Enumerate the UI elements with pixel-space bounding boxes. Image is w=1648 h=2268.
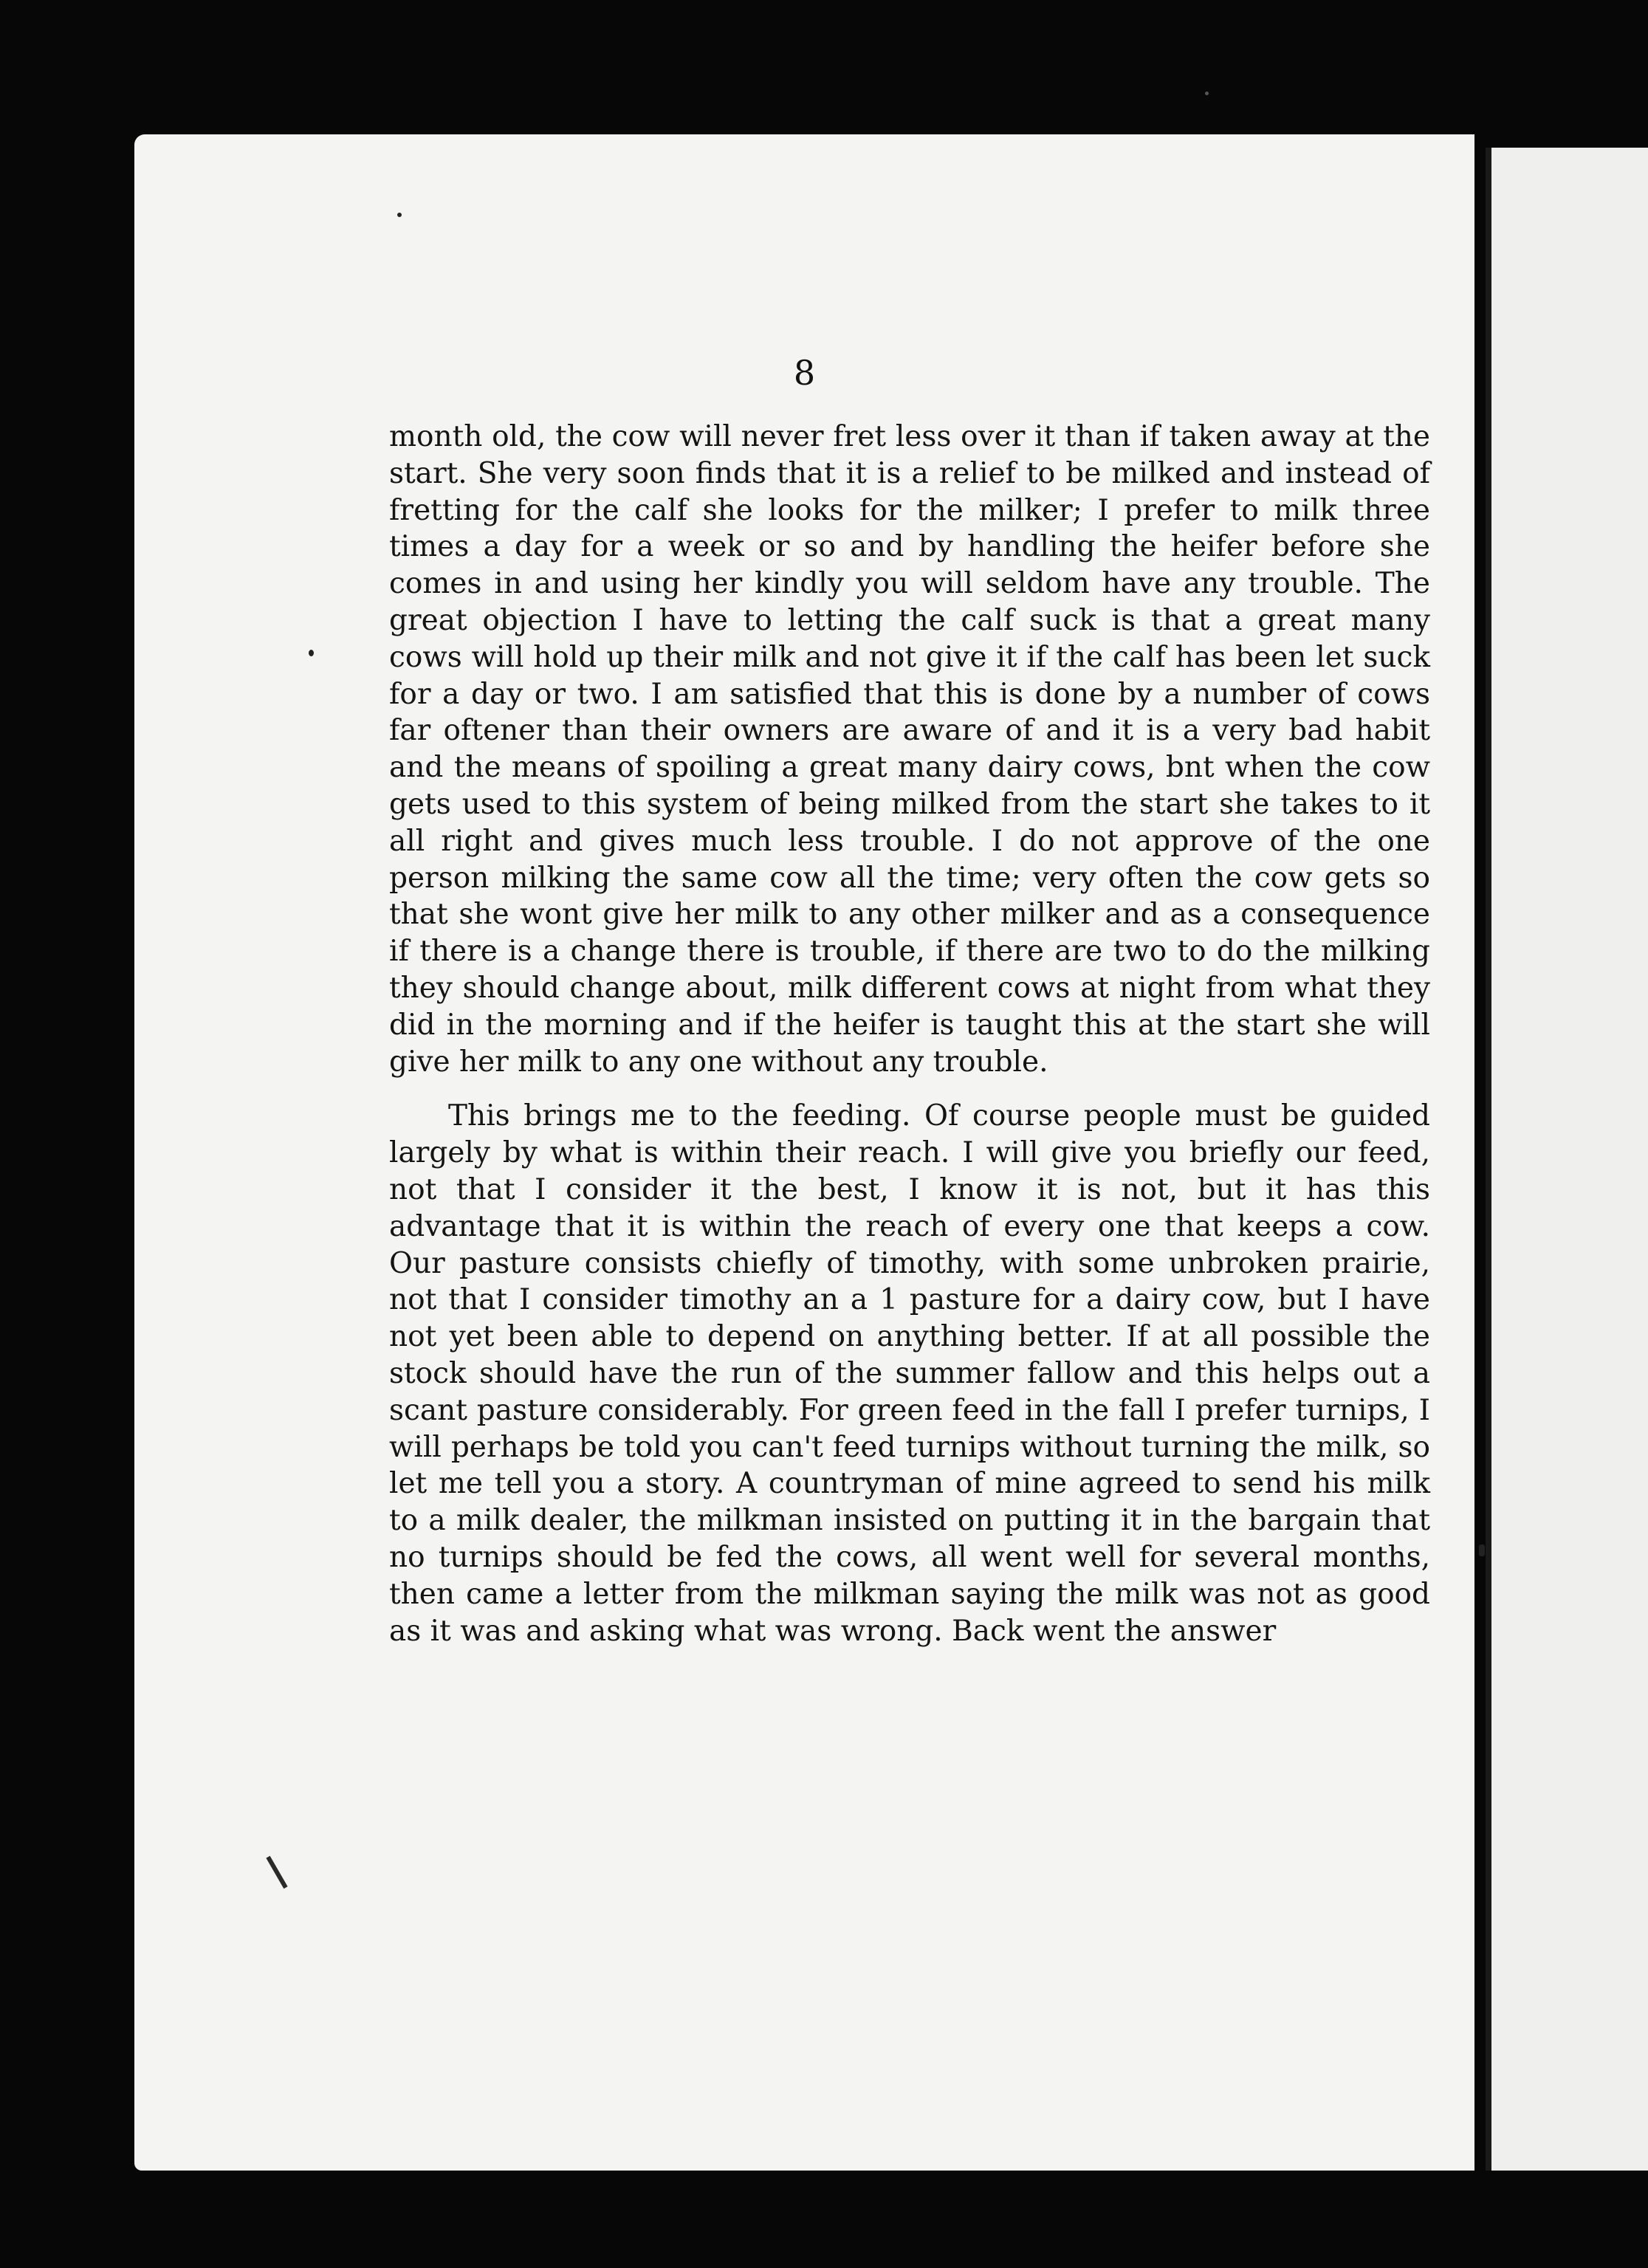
scan-speck bbox=[1479, 1544, 1485, 1556]
scan-speck bbox=[397, 213, 402, 217]
body-text bbox=[389, 419, 1430, 1649]
document-page bbox=[134, 134, 1474, 2171]
adjacent-page-edge bbox=[1486, 148, 1648, 2171]
paragraph-2: This brings me to the feeding. Of course people must be guided largely by what is within their reach. I will give you briefly our feed, not that I consider it the best, I know it is not, but it has this advantage that it is within the reach of every one that keeps a cow. Our pasture consists chiefly of timothy, with some unbroken prairie, not that I consider timothy an a 1 pasture for a dairy cow, but I have not yet been able to depend on anything better. If at all possible the stock should have the run of the summer fallow and this helps out a scant pasture considerably. For green feed in the fall I prefer turnips, I will perhaps be told you can't feed turnips without turning the milk, so let me tell you a story. A countryman of mine agreed to send his milk to a milk dealer, the milkman insisted on putting it in the bargain that no turnips should be fed the cows, all went well for several months, then came a letter from the milkman saying the milk was not as good as it was and asking what was wrong. Back went the answer bbox=[389, 1099, 1430, 1648]
scan-speck bbox=[309, 650, 314, 656]
page-number: 8 bbox=[793, 353, 816, 393]
paragraph-1: month old, the cow will never fret less over it than if taken away at the start. She very soon finds that it is a relief to be milked and instead of fretting for the calf she looks for the milker; I prefer to milk three times a day for a week or so and by handling the heifer before she comes in and using her kindly you will seldom have any trouble. The great objection I have to letting the calf suck is that a great many cows will hold up their milk and not give it if the calf has been let suck for a day or two. I am satisfied that this is done by a number of cows far oftener than their owners are aware of and it is a very bad habit and the means of spoiling a great many dairy cows, bnt when the cow gets used to this system of being milked from the start she takes to it all right and gives much less trouble. I do not approve of the one person milking the same cow all the time; very often the cow gets so that she wont give her milk to any other milker and as a consequence if there is a change there is trouble, if there are two to do the milking they should change about, milk different cows at night from what they did in the morning and if the heifer is taught this at the start she will give her milk to any one without any trouble. bbox=[389, 420, 1430, 1079]
scan-speck bbox=[1205, 92, 1209, 95]
